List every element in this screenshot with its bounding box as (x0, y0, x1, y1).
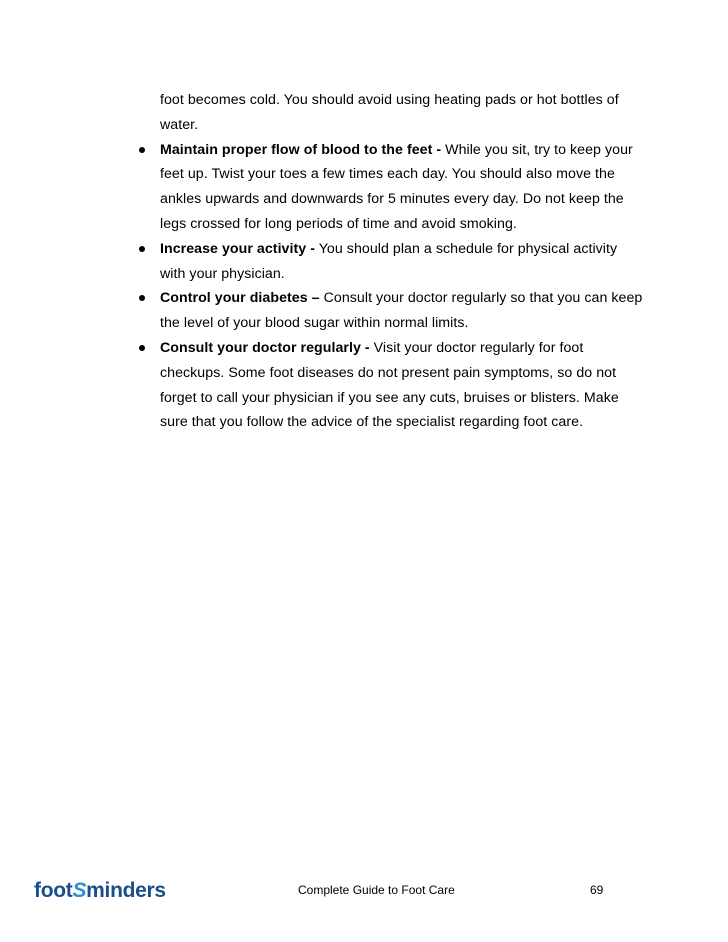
bullet-line: the level of your blood sugar within normal limits. (160, 315, 469, 332)
bullet-text: While you sit, try to keep your (441, 141, 633, 158)
footminders-logo (34, 876, 166, 906)
page-number: 69 (590, 883, 604, 897)
bullet-dot-icon (139, 246, 145, 252)
bullet-dot-icon (139, 147, 145, 153)
bullet-line: sure that you follow the advice of the specialist regarding foot care. (160, 414, 584, 431)
bullet-term: Consult your doctor regularly - (160, 339, 370, 356)
bullet-first-line (160, 138, 640, 163)
bullet-term: Control your diabetes – (160, 290, 320, 307)
bullet-dot-icon (139, 295, 145, 301)
bullet-line: feet up. Twist your toes a few times each day. You should also move the (160, 166, 615, 183)
intro-line: water. (160, 116, 199, 133)
bullet-first-line (160, 336, 640, 361)
bullet-item-doctor (160, 336, 640, 435)
footer-title: Complete Guide to Foot Care (298, 883, 455, 897)
intro-paragraph (160, 88, 640, 138)
bullet-line: legs crossed for long periods of time and avoid smoking. (160, 215, 517, 232)
logo-text-part: minders (86, 879, 166, 902)
bullet-term: Increase your activity - (160, 240, 315, 257)
bullet-text: Consult your doctor regularly so that you can keep (319, 290, 643, 307)
bullet-line: forget to call your physician if you see any cuts, bruises or blisters. Make (160, 389, 619, 406)
bullet-line: ankles upwards and downwards for 5 minutes every day. Do not keep the (160, 191, 624, 208)
bullet-first-line (160, 286, 643, 311)
bullet-first-line (160, 237, 640, 262)
bullet-item-diabetes (160, 286, 643, 336)
bullet-item-activity (160, 237, 640, 287)
bullet-term: Maintain proper flow of blood to the feet - (160, 141, 442, 158)
bullet-line: checkups. Some foot diseases do not present pain symptoms, so do not (160, 364, 617, 381)
logo-text-part: foot (34, 879, 73, 902)
logo-figure-icon: S (72, 879, 87, 902)
intro-line: foot becomes cold. You should avoid using heating pads or hot bottles of (160, 92, 619, 108)
bullet-text: You should plan a schedule for physical activity (314, 240, 618, 257)
bullet-text: Visit your doctor regularly for foot (369, 339, 584, 356)
bullet-dot-icon (139, 345, 145, 351)
page-body (160, 88, 643, 435)
bullet-item-blood-flow (160, 138, 640, 237)
bullet-line: with your physician. (160, 265, 285, 282)
